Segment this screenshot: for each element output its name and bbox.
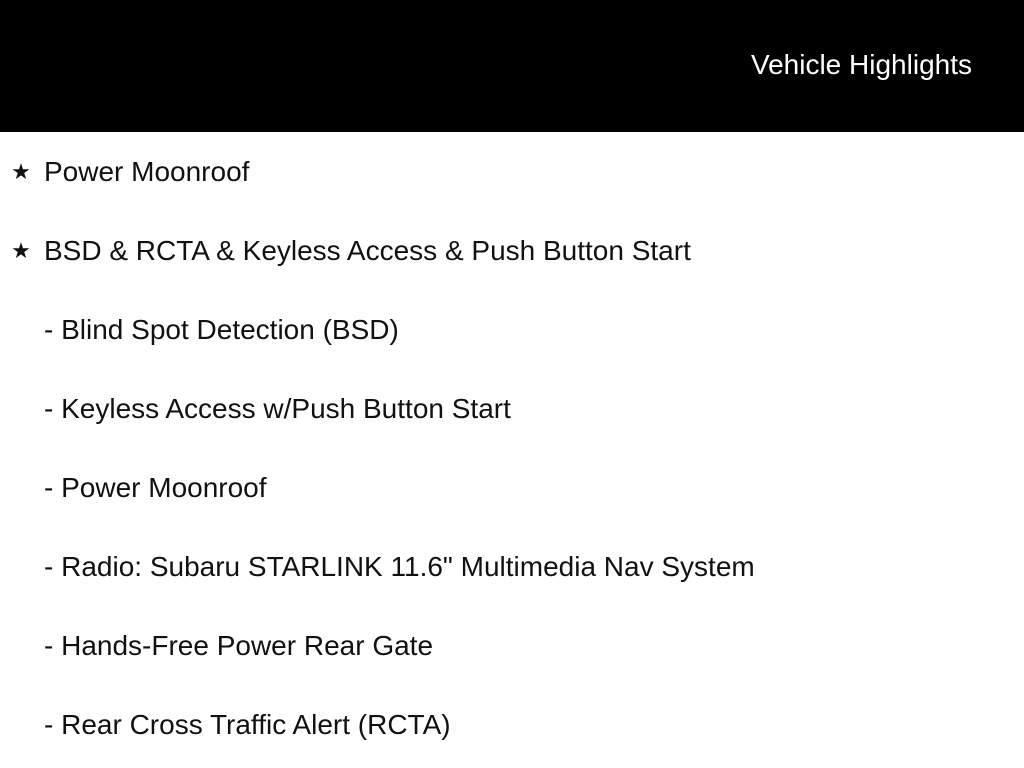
feature-label: - Blind Spot Detection (BSD) [44,314,399,345]
feature-item-power-rear-gate [0,626,1024,666]
feature-label: - Rear Cross Traffic Alert (RCTA) [44,709,451,740]
feature-item-power-moonroof [0,468,1024,508]
feature-item-blind-spot-detection [0,310,1024,350]
feature-label: - Keyless Access w/Push Button Start [44,393,511,424]
feature-label: - Power Moonroof [44,472,267,503]
feature-item-rear-cross-traffic-alert [0,705,1024,745]
feature-item-radio-starlink [0,547,1024,587]
highlight-item-power-moonroof [0,152,1024,192]
feature-label: - Hands-Free Power Rear Gate [44,630,434,661]
highlights-list [0,132,1024,768]
highlight-label: Power Moonroof [44,156,250,187]
star-icon: ★ [11,238,31,263]
page-title: Vehicle Highlights [750,49,972,80]
feature-label: - Radio: Subaru STARLINK 11.6" Multimedia Nav System [44,551,755,582]
feature-item-keyless-access [0,389,1024,429]
star-icon: ★ [11,159,31,184]
highlight-item-bsd-rcta-keyless [0,231,1024,271]
header-bar [0,0,1024,132]
highlight-label: BSD & RCTA & Keyless Access & Push Button Start [44,235,691,266]
